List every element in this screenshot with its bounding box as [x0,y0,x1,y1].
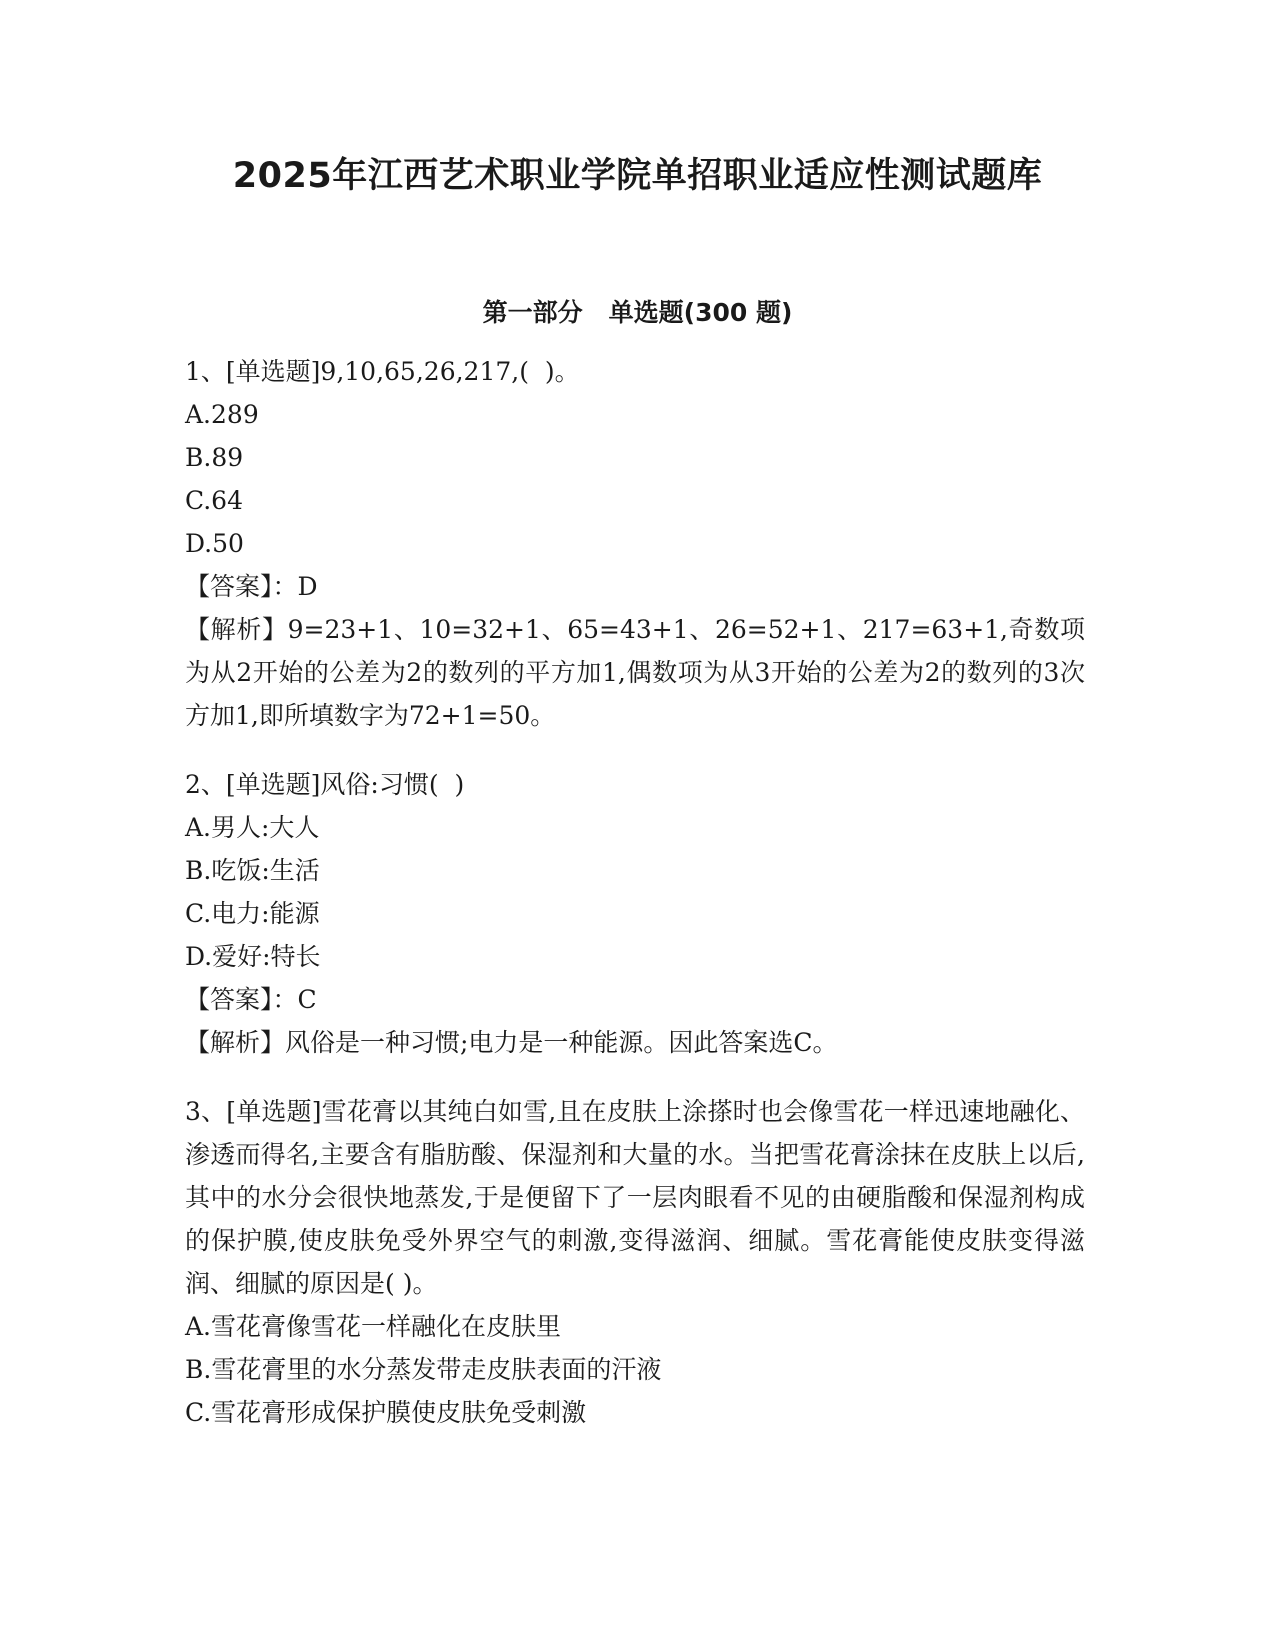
question-1 [185,350,1085,737]
option-d: D.爱好:特长 [185,942,321,971]
option-b: B.89 [185,443,244,472]
option-d: D.50 [185,529,244,558]
option-a: A.雪花膏像雪花一样融化在皮肤里 [185,1312,562,1341]
question-stem: 2、[单选题]风俗:习惯( ) [185,770,465,799]
question-2 [185,763,1085,1064]
option-c: C.雪花膏形成保护膜使皮肤免受刺激 [185,1398,587,1427]
option-b: B.吃饭:生活 [185,856,320,885]
option-a: A.289 [185,400,259,429]
option-c: C.64 [185,486,243,515]
option-a: A.男人:大人 [185,813,320,842]
answer: 【答案】：C [185,985,317,1014]
question-stem: 3、[单选题]雪花膏以其纯白如雪,且在皮肤上涂搽时也会像雪花一样迅速地融化、渗透而得名,主要含有脂肪酸、保湿剂和大量的水。当把雪花膏涂抹在皮肤上以后,其中的水分会很快地蒸发,于是便留下了一层肉眼看不见的由硬脂酸和保湿剂构成的保护膜,使皮肤免受外界空气的刺激,变得滋润、细腻。雪花膏能使皮肤变得滋润、细腻的原因是( )。 [185,1097,1085,1298]
answer: 【答案】：D [185,572,318,601]
question-stem: 1、[单选题]9,10,65,26,217,( )。 [185,357,580,386]
analysis: 【解析】风俗是一种习惯;电力是一种能源。因此答案选C。 [185,1028,838,1057]
option-c: C.电力:能源 [185,899,320,928]
analysis: 【解析】9=23+1、10=32+1、65=43+1、26=52+1、217=63+1,奇数项为从2开始的公差为2的数列的平方加1,偶数项为从3开始的公差为2的数列的3次方加1,即所填数字为72+1=50。 [185,615,1085,730]
question-3 [185,1090,1085,1434]
option-b: B.雪花膏里的水分蒸发带走皮肤表面的汗液 [185,1355,662,1384]
question-list [185,350,1085,1460]
document-title: 2025年江西艺术职业学院单招职业适应性测试题库 [232,156,1043,196]
section-title: 第一部分 单选题(300 题) [482,298,793,327]
